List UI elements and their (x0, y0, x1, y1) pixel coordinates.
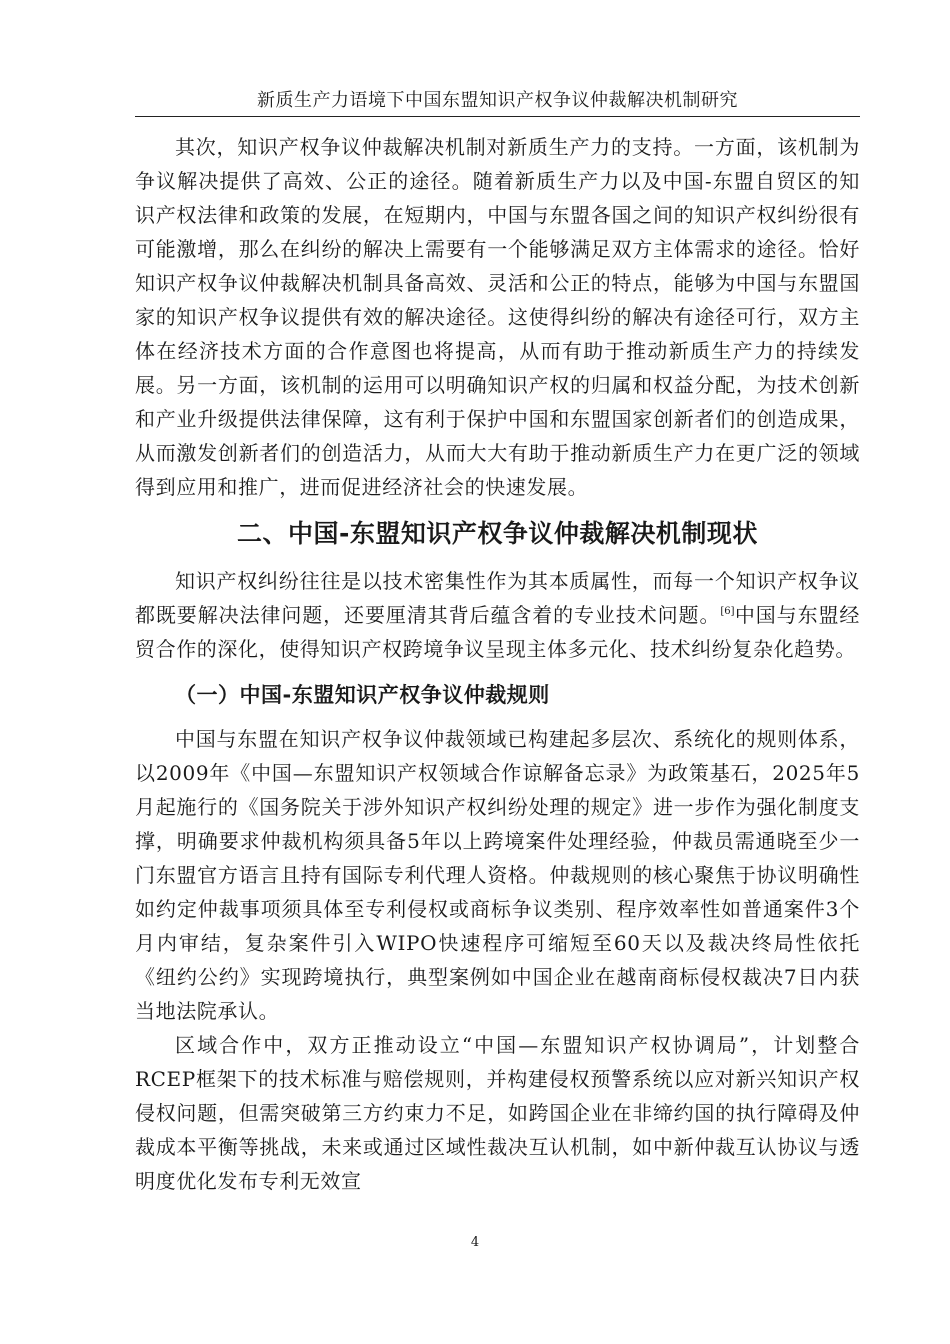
paragraph-text-after-citation: 中国与东盟经贸合作的深化，使得知识产权跨境争议呈现主体多元化、技术纠纷复杂化趋势。 (135, 603, 860, 661)
paragraph-ip-dispute-nature (135, 564, 860, 666)
header-divider (135, 116, 860, 117)
paragraph-arbitration-rules: 中国与东盟在知识产权争议仲裁领域已构建起多层次、系统化的规则体系，以2009年《中国—东盟知识产权领域合作谅解备忘录》为政策基石，2025年5月起施行的《国务院关于涉外知识产权纠纷处理的规定》进一步作为强化制度支撑，明确要求仲裁机构须具备5年以上跨境案件处理经验，仲裁员需通晓至少一门东盟官方语言且持有国际专利代理人资格。仲裁规则的核心聚焦于协议明确性如约定仲裁事项须具体至专利侵权或商标争议类别、程序效率性如普通案件3个月内审结，复杂案件引入WIPO快速程序可缩短至60天以及裁决终局性依托《纽约公约》实现跨境执行，典型案例如中国企业在越南商标侵权裁决7日内获当地法院承认。 (135, 727, 860, 1023)
paragraph-text-before-citation: 知识产权纠纷往往是以技术密集性作为其本质属性，而每一个知识产权争议都既要解决法律问题，还要厘清其背后蕴含着的专业技术问题。 (135, 569, 860, 627)
page-body (135, 130, 860, 1198)
running-header: 新质生产力语境下中国东盟知识产权争议仲裁解决机制研究 (257, 90, 738, 111)
paragraph-support-new-productivity: 其次，知识产权争议仲裁解决机制对新质生产力的支持。一方面，该机制为争议解决提供了高效、公正的途径。随着新质生产力以及中国-东盟自贸区的知识产权法律和政策的发展，在短期内，中国与东盟各国之间的知识产权纠纷很有可能激增，那么在纠纷的解决上需要有一个能够满足双方主体需求的途径。恰好知识产权争议仲裁解决机制具备高效、灵活和公正的特点，能够为中国与东盟国家的知识产权争议提供有效的解决途径。这使得纠纷的解决有途径可行，双方主体在经济技术方面的合作意图也将提高，从而有助于推动新质生产力的持续发展。另一方面，该机制的运用可以明确知识产权的归属和权益分配，为技术创新和产业升级提供法律保障，这有利于保护中国和东盟国家创新者们的创造成果，从而激发创新者们的创造活力，从而大大有助于推动新质生产力在更广泛的领域得到应用和推广，进而促进经济社会的快速发展。 (135, 135, 860, 499)
citation-reference: [6] (720, 606, 735, 617)
page-number: 4 (470, 1235, 480, 1250)
section-heading: 二、中国-东盟知识产权争议仲裁解决机制现状 (237, 519, 758, 548)
paragraph-regional-cooperation: 区域合作中，双方正推动设立“中国—东盟知识产权协调局”，计划整合RCEP框架下的技术标准与赔偿规则，并构建侵权预警系统以应对新兴知识产权侵权问题，但需突破第三方约束力不足，如跨国企业在非缔约国的执行障碍及仲裁成本平衡等挑战，未来或通过区域性裁决互认机制，如中新仲裁互认协议与透明度优化发布专利无效宣 (135, 1033, 860, 1193)
subsection-heading: （一）中国-东盟知识产权争议仲裁规则 (175, 683, 550, 707)
